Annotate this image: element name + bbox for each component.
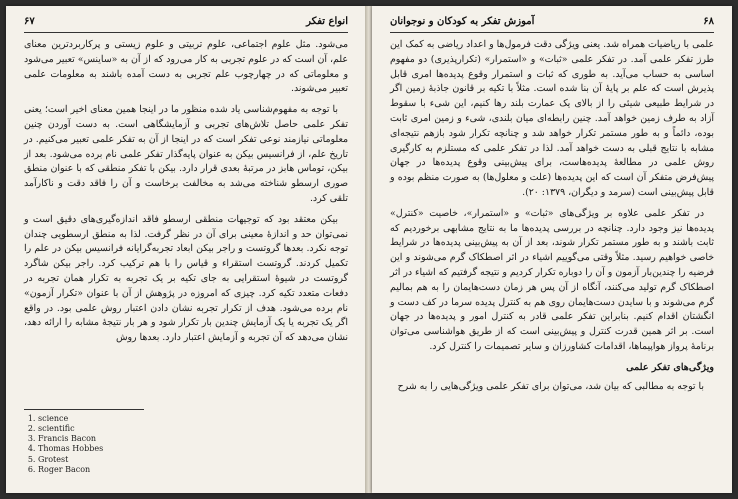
page-number: ۶۸ [703,16,714,27]
page-number: ۶۷ [24,16,35,27]
footnote: 5. Grotest [38,455,246,465]
footnote: 2. scientific [38,424,246,434]
left-page-body [24,38,348,352]
footnote-rule [24,409,144,410]
paragraph: با توجه به مطالبی که بیان شد، می‌توان برای تفکر علمی ویژگی‌هایی را به شرح [397,380,704,392]
paragraph: در تفکر علمی علاوه بر ویژگی‌های «ثبات» و «استمرار»، خاصیت «کنترل» پدیده‌ها نیز وجود دارد. چنانچه در بررسی پدیده‌ها ما به نتایج مشابهی برخوردیم که ثابت باشند و به طور مستمر تکرار شوند، بعد از آن به پیش‌بینی پدیده‌ها در شرایط خاصی خواهیم رسید. مثلاً وقتی می‌گوییم اشیاء در اثر اصطکاک گرم می‌شوند و این فرضیه را چندین‌بار آزمون و آن را دوباره تکرار کردیم و نتیجه گرفتیم که اشیاء در اثر اصطکاک گرم تولید می‌کنند، آنگاه از آن پس هر زمان دست‌هایمان را به هم بمالیم گرم می‌شوند و با سایدن دست‌هایمان روی هم به کنترل پدیده سرما در کف دست و انگشتان اقدام کنیم. بنابراین تفکر علمی قادر به کنترل امور و پدیده‌ها در جهان است. بر اثر همین قدرت کنترل و پیش‌بینی است که از طریق هواشناسی می‌توان برنامهٔ پرواز هواپیماها، اقدامات کشاورزان و سایر تصمیمات را کنترل کرد. [390,207,714,352]
paragraph: علمی با ریاضیات همراه شد. یعنی ویژگی دقت فرمول‌ها و اعداد ریاضی به کمک این طرز تفکر علمی آمد. در تفکر علمی «ثبات» و «استمرار» (تکرارپذیری) دو مفهوم اساسی به حساب می‌آید. به طوری که ثبات و استمرار وقوع پدیده‌ها امری قابل پذیرش است که علم بر پایهٔ آن بنا شده است. مثلاً با تکیه بر قانون جاذبهٔ زمین اگر در شرایط طبیعی شیئی را از بالای یک عمارت بلند رها کنیم، این شیء با سقوط آزاد به طرف زمین خواهد آمد. چنین رابطه‌ای میان بلندی، شیء و زمین امری ثابت بوده، دائماً و به طور مستمر تکرار خواهد شد و چنانچه تکرار شود بازهم نتیجه‌ای مشابه با نتایج قبلی به دست خواهد آمد. لذا در تفکر علمی که مستلزم به کارگیری روش علمی در مطالعهٔ پدیده‌هاست، برای پیش‌بینی وقوع پدیده‌ها در جهان پیش‌فرض متفکر آن است که این پدیده‌ها (علت و معلول‌ها) به صورت منظم بوده و قابل پیش‌بینی است (سرمد و دیگران، ۱۳۷۹: ۲۰). [390,39,714,198]
running-title: آموزش تفکر به کودکان و نوجوانان [390,16,535,27]
right-page [372,6,732,493]
paragraph: بیکن معتقد بود که توجیهات منطقی ارسطو فاقد اندازه‌گیری‌های دقیق است و نمی‌توان حد و اندازهٔ معینی برای آن در نظر گرفت. لذا به منطق ارسطویی چندان توجه نکرد. بعدها گروتست و راجر بیکن ابعاد تجربه‌گرایانه فرانسیس بیکن در علم را تکمیل کردند. گروتست استقراء و قیاس را با هم ترکیب کرد. راجر بیکن شاگرد گروتست در شیوهٔ استقرایی به جای تکیه بر یک تجربه به تکرار همان تجربه در دفعات متعدد تکیه کرد. چیزی که امروزه در پژوهش از آن با عنوان «تکرار آزمون» نام برده می‌شود. هدف از تکرار تجربه نشان دادن اعتبار روش علمی بود. در واقع اگر یک تجربه یا یک آزمایش چندین بار تکرار شود و هر بار نتیجهٔ مشابه را ارائه دهد، نشان می‌دهد که آن تجربه و آزمایش اعتبار دارد. بعدها روش [24,213,348,344]
left-page-header [24,16,348,33]
paragraph: با توجه به مفهوم‌شناسی یاد شده منظور ما در اینجا همین معنای اخیر است؛ یعنی تفکر علمی حاصل تلاش‌های تجربی و آزمایشگاهی است. به دست آوردن چنین معلوماتی نیازمند نوعی تفکر است که در اینجا از آن به تفکر علمی تعبیر می‌کنیم. در تاریخ علم، از فرانسیس بیکن به عنوان پایه‌گذار تفکر علمی نام برده می‌شود. بعد از بیکن، توماس هابز در مرتبهٔ بعدی قرار دارد. بیکن با تفکر منطقی که با عنوان منطق صوری ارسطو شناخته می‌شد به مخالفت برخاست و آن را فاقد دقت و ناکارآمد تلقی کرد. [24,104,348,204]
footnote: 3. Francis Bacon [38,434,246,444]
footnote: 6. Roger Bacon [38,465,246,475]
footnote: 1. science [38,414,246,424]
section-heading: ویژگی‌های تفکر علمی [626,361,714,373]
footnotes [24,409,246,475]
right-page-body [390,38,714,400]
footnote: 4. Thomas Hobbes [38,444,246,454]
paragraph: می‌شود. مثل علوم اجتماعی، علوم تربیتی و علوم زیستی و پرکاربردترین معنای علم، آن است که در علوم تجربی به کار می‌رود که از آن به «ساینس» تعبیر می‌شود و معلوماتی که در چهارچوب علم تجربی به دست آمده باشند به معلومات علمی تعبیر می‌شوند. [24,39,348,95]
left-page [6,6,366,493]
right-page-header [390,16,714,33]
running-title: انواع تفکر [306,16,348,27]
